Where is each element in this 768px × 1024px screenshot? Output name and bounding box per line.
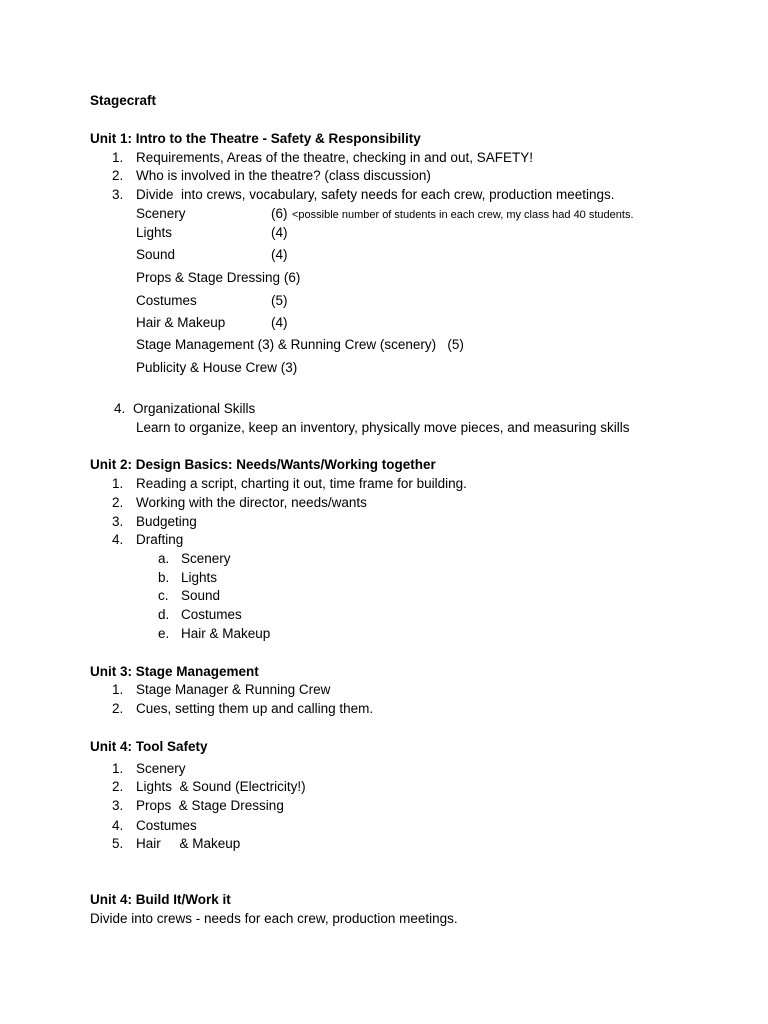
document-title: Stagecraft bbox=[90, 93, 157, 108]
drafting-subitem-letter: a. bbox=[158, 551, 170, 566]
unit1-item-number: 2. bbox=[112, 168, 124, 183]
unit1-item-number: 3. bbox=[112, 187, 124, 202]
crew-count: (4) bbox=[271, 247, 288, 262]
unit2-item-text: Working with the director, needs/wants bbox=[136, 495, 367, 510]
unit2-item-number: 4. bbox=[112, 532, 124, 547]
drafting-subitem-text: Hair & Makeup bbox=[181, 626, 271, 641]
unit2-item-text: Budgeting bbox=[136, 514, 197, 529]
crew-name: Sound bbox=[136, 247, 176, 262]
unit1-item-text: Organizational Skills bbox=[133, 401, 256, 416]
drafting-subitem-letter: b. bbox=[158, 570, 170, 585]
unit3-heading: Unit 3: Stage Management bbox=[90, 664, 259, 679]
unit4-item-number: 3. bbox=[112, 798, 124, 813]
crew-name: Publicity & House Crew (3) bbox=[136, 360, 298, 375]
unit4-item-text: Scenery bbox=[136, 761, 186, 776]
drafting-subitem-text: Scenery bbox=[181, 551, 231, 566]
crew-name: Scenery bbox=[136, 206, 186, 221]
unit2-item-number: 3. bbox=[112, 514, 124, 529]
unit2-item-number: 2. bbox=[112, 495, 124, 510]
unit2-heading: Unit 2: Design Basics: Needs/Wants/Working together bbox=[90, 457, 436, 472]
unit4-item-text: Lights & Sound (Electricity!) bbox=[136, 779, 306, 794]
unit4-item-number: 4. bbox=[112, 818, 124, 833]
unit2-item-number: 1. bbox=[112, 476, 124, 491]
unit2-item-text: Reading a script, charting it out, time frame for building. bbox=[136, 476, 467, 491]
unit3-item-number: 2. bbox=[112, 701, 124, 716]
unit2-item-text: Drafting bbox=[136, 532, 184, 547]
drafting-subitem-text: Costumes bbox=[181, 607, 242, 622]
crew-count: (4) bbox=[271, 225, 288, 240]
unit4-item-number: 5. bbox=[112, 836, 124, 851]
unit4b-text: Divide into crews - needs for each crew, production meetings. bbox=[90, 911, 458, 926]
unit4-item-text: Costumes bbox=[136, 818, 197, 833]
unit1-item-number: 1. bbox=[112, 150, 124, 165]
crew-name: Costumes bbox=[136, 293, 197, 308]
drafting-subitem-letter: e. bbox=[158, 626, 170, 641]
unit4b-heading: Unit 4: Build It/Work it bbox=[90, 892, 231, 907]
unit1-heading: Unit 1: Intro to the Theatre - Safety & Responsibility bbox=[90, 131, 421, 146]
unit4-item-text: Props & Stage Dressing bbox=[136, 798, 284, 813]
crew-count: (5) bbox=[271, 293, 288, 308]
crew-name: Props & Stage Dressing (6) bbox=[136, 270, 301, 285]
crew-name: Lights bbox=[136, 225, 173, 240]
unit1-item-text: Divide into crews, vocabulary, safety needs for each crew, production meetings. bbox=[136, 187, 615, 202]
drafting-subitem-letter: c. bbox=[158, 588, 169, 603]
unit4-item-number: 1. bbox=[112, 761, 124, 776]
unit4-item-number: 2. bbox=[112, 779, 124, 794]
crew-name: Stage Management (3) & Running Crew (scenery) (5) bbox=[136, 337, 464, 352]
crew-count: (6) bbox=[271, 206, 288, 221]
unit3-item-number: 1. bbox=[112, 682, 124, 697]
drafting-subitem-text: Lights bbox=[181, 570, 218, 585]
drafting-subitem-text: Sound bbox=[181, 588, 221, 603]
unit4-heading: Unit 4: Tool Safety bbox=[90, 739, 208, 754]
unit3-item-text: Cues, setting them up and calling them. bbox=[136, 701, 374, 716]
unit1-item-number: 4. bbox=[114, 401, 126, 416]
unit1-item-text: Who is involved in the theatre? (class discussion) bbox=[136, 168, 431, 183]
crew-name: Hair & Makeup bbox=[136, 315, 226, 330]
unit1-item-text: Requirements, Areas of the theatre, checking in and out, SAFETY! bbox=[136, 150, 533, 165]
crew-note: <possible number of students in each crew, my class had 40 students. bbox=[292, 209, 634, 221]
drafting-subitem-letter: d. bbox=[158, 607, 170, 622]
unit4-item-text: Hair & Makeup bbox=[136, 836, 241, 851]
crew-count: (4) bbox=[271, 315, 288, 330]
unit3-item-text: Stage Manager & Running Crew bbox=[136, 682, 331, 697]
unit1-item-detail: Learn to organize, keep an inventory, physically move pieces, and measuring skills bbox=[136, 420, 630, 435]
